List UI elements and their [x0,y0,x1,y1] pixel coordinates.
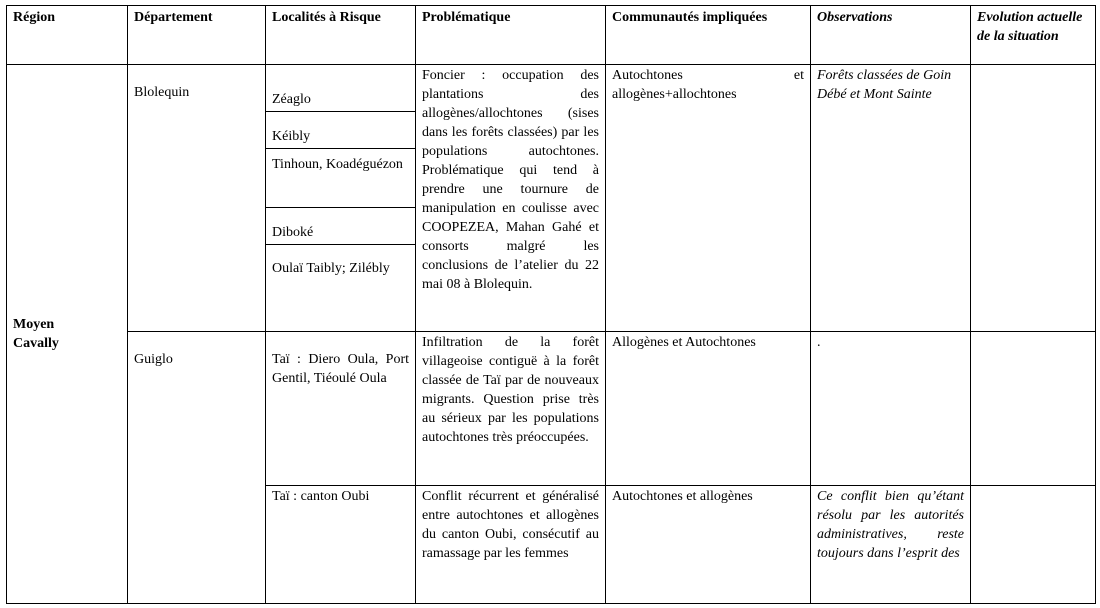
localites-guiglo-2: Taï : canton Oubi [266,486,416,604]
header-departement: Département [128,6,266,65]
communautes-blolequin: Autochtones et allogènes+allochtones [606,65,811,332]
communautes-guiglo-1: Allogènes et Autochtones [606,332,811,486]
problematique-guiglo-2: Conflit récurrent et généralisé entre autochtones et allogènes du canton Oubi, consécutif au ramassage par les femmes [416,486,606,604]
header-communautes: Communautés impliquées [606,6,811,65]
region-cell [7,65,128,604]
problematique-blolequin: Foncier : occupation des plantations des allogènes/allochtones (sises dans les forêts classées) par les populations autochtones. Problématique qui tend à prendre une tournure de manipulation en coulisse avec COOPEZEA, Mahan Gahé et consorts malgré les conclusions de l’atelier du 22 mai 08 à Blolequin. [416,65,606,332]
header-observations: Observations [811,6,971,65]
observations-guiglo-1: . [811,332,971,486]
list-item: Kéibly [266,112,415,149]
list-item: Diboké [266,208,415,245]
localites-blolequin [266,65,416,332]
conflict-table [6,5,1096,604]
header-region: Région [7,6,128,65]
header-evolution: Evolution actuelle de la situation [971,6,1096,65]
localites-guiglo-1: Taï : Diero Oula, Port Gentil, Tiéoulé Oula [266,332,416,486]
communautes-guiglo-2: Autochtones et allogènes [606,486,811,604]
departement-guiglo: Guiglo [128,332,266,604]
header-row [7,6,1096,65]
evolution-guiglo-2 [971,486,1096,604]
table-row [7,65,1096,332]
departement-blolequin: Blolequin [128,65,266,332]
list-item: Zéaglo [266,65,415,112]
header-problematique: Problématique [416,6,606,65]
list-item: Tinhoun, Koadéguézon [266,149,415,208]
table-row [7,332,1096,486]
observations-guiglo-2: Ce conflit bien qu’étant résolu par les autorités administratives, reste toujours dans l’esprit des [811,486,971,604]
header-localites: Localités à Risque [266,6,416,65]
localites-list [266,65,415,331]
list-item: Oulaï Taibly; Zilébly [272,261,390,276]
evolution-blolequin [971,65,1096,332]
problematique-guiglo-1: Infiltration de la forêt villageoise contiguë à la forêt classée de Taï par de nouveaux migrants. Question prise très au sérieux par les populations autochtones très préoccupées. [416,332,606,486]
observations-blolequin: Forêts classées de Goin Débé et Mont Sainte [811,65,971,332]
evolution-guiglo-1 [971,332,1096,486]
region-name: Moyen Cavally [13,316,59,351]
